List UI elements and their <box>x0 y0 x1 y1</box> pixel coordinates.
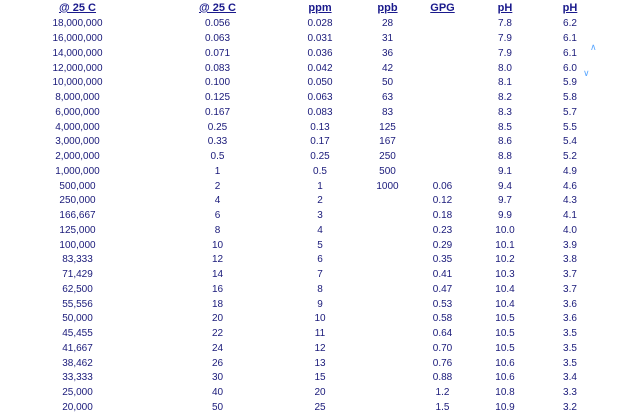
table-row <box>0 253 600 268</box>
cell-ohm-cm: 14,000,000 <box>52 47 103 59</box>
cell-ppb <box>360 268 415 283</box>
cell-gpg: 0.58 <box>432 313 453 325</box>
cell-microsiemens: 0.063 <box>204 33 231 45</box>
header-gpg: GPG <box>430 2 455 14</box>
table-row <box>0 268 600 283</box>
cell-gpg: 1.5 <box>435 401 450 412</box>
table-row <box>0 283 600 298</box>
cell-microsiemens: 20 <box>211 313 224 325</box>
cell-microsiemens: 40 <box>211 387 224 399</box>
cell-ph-alkaline: 10.8 <box>495 387 515 399</box>
header-ohm-cm: @ 25 C <box>58 2 97 14</box>
cell-ppm: 8 <box>317 283 323 295</box>
cell-ph-alkaline: 10.1 <box>495 239 515 251</box>
cell-gpg <box>415 165 470 180</box>
cell-gpg: 0.53 <box>432 298 453 310</box>
cell-gpg: 0.70 <box>432 342 453 354</box>
cell-ph-alkaline: 10.5 <box>495 313 515 325</box>
cell-microsiemens: 26 <box>211 357 224 369</box>
cell-ppb <box>360 401 415 412</box>
cell-ohm-cm: 41,667 <box>62 342 93 354</box>
cell-microsiemens: 30 <box>211 372 224 384</box>
cell-ppb: 31 <box>381 33 394 45</box>
cell-ph-alkaline: 10.9 <box>495 401 515 412</box>
cell-ppb <box>360 194 415 209</box>
cell-ppm: 3 <box>317 210 323 222</box>
conversion-table <box>0 2 600 412</box>
cell-microsiemens: 50 <box>211 401 224 412</box>
cell-ohm-cm: 83,333 <box>62 254 93 266</box>
cell-ph-acidic: 5.7 <box>563 106 577 118</box>
cell-ohm-cm: 55,556 <box>62 298 93 310</box>
cell-ohm-cm: 4,000,000 <box>55 121 100 133</box>
cell-ppm: 13 <box>314 357 326 369</box>
cell-ph-alkaline: 7.9 <box>498 47 512 59</box>
cell-ohm-cm: 33,333 <box>62 372 93 384</box>
cell-ppm: 15 <box>314 372 326 384</box>
cell-ppm: 0.050 <box>307 77 333 89</box>
cell-ohm-cm: 3,000,000 <box>55 136 100 148</box>
cell-ph-acidic: 4.6 <box>563 180 577 192</box>
cell-microsiemens: 0.071 <box>204 47 231 59</box>
cell-microsiemens: 6 <box>214 210 221 222</box>
cell-ph-acidic: 3.4 <box>563 372 577 384</box>
cell-ohm-cm: 38,462 <box>62 357 93 369</box>
table-row <box>0 371 600 386</box>
cell-ohm-cm: 2,000,000 <box>55 151 100 163</box>
table-row <box>0 209 600 224</box>
cell-ppm: 0.5 <box>313 165 327 177</box>
cell-ppm: 0.036 <box>307 47 333 59</box>
cell-ppb: 36 <box>381 47 394 59</box>
cell-ph-acidic: 3.5 <box>563 342 577 354</box>
cell-ppb: 167 <box>379 136 396 148</box>
cell-gpg: 0.12 <box>432 195 453 207</box>
cell-gpg <box>415 61 470 76</box>
cell-ohm-cm: 500,000 <box>59 180 96 192</box>
cell-ph-acidic: 4.3 <box>563 195 577 207</box>
cell-ohm-cm: 16,000,000 <box>52 33 103 45</box>
cell-gpg <box>415 91 470 106</box>
cell-ohm-cm: 8,000,000 <box>55 92 100 104</box>
cell-ppm: 20 <box>314 387 326 399</box>
cell-ph-acidic: 3.5 <box>563 328 577 340</box>
cell-microsiemens: 2 <box>214 180 221 192</box>
cell-ph-acidic: 5.5 <box>563 121 577 133</box>
cell-ph-acidic: 4.0 <box>563 224 577 236</box>
cell-ph-alkaline: 10.5 <box>495 342 515 354</box>
cell-ppb <box>360 283 415 298</box>
cell-ohm-cm: 250,000 <box>59 195 96 207</box>
cell-microsiemens: 0.125 <box>204 92 231 104</box>
cell-ppb: 28 <box>381 18 394 30</box>
header-microsiemens: @ 25 C <box>198 2 237 14</box>
cell-ph-alkaline: 10.4 <box>495 283 515 295</box>
cell-microsiemens: 10 <box>211 239 224 251</box>
cell-ph-alkaline: 8.2 <box>498 92 512 104</box>
cell-ohm-cm: 6,000,000 <box>55 106 100 118</box>
cell-ppm: 0.13 <box>310 121 330 133</box>
cell-ppm: 0.028 <box>307 18 333 30</box>
cell-ph-alkaline: 10.5 <box>495 328 515 340</box>
cell-ppb <box>360 327 415 342</box>
cell-ph-acidic: 5.9 <box>563 77 577 89</box>
cell-ohm-cm: 71,429 <box>62 269 93 281</box>
table-row <box>0 91 600 106</box>
cell-ppm: 9 <box>317 298 323 310</box>
header-ph-acidic: pH <box>562 2 578 14</box>
cell-ppm: 7 <box>317 269 323 281</box>
cell-microsiemens: 0.33 <box>207 136 228 148</box>
cell-microsiemens: 1 <box>214 165 221 177</box>
cell-gpg: 0.23 <box>432 224 453 236</box>
cell-ppb <box>360 297 415 312</box>
cell-ppm: 0.25 <box>310 151 330 163</box>
table-row <box>0 356 600 371</box>
cell-ppm: 6 <box>317 254 323 266</box>
cell-gpg <box>415 135 470 150</box>
cell-ppm: 0.042 <box>307 62 333 74</box>
cell-ph-alkaline: 7.9 <box>498 33 512 45</box>
cell-ppb: 500 <box>379 165 396 177</box>
cell-gpg <box>415 17 470 32</box>
cell-ppm: 12 <box>314 342 326 354</box>
cell-microsiemens: 16 <box>211 283 224 295</box>
cell-ppb: 125 <box>379 121 396 133</box>
table-row <box>0 165 600 180</box>
cell-microsiemens: 18 <box>211 298 224 310</box>
cell-microsiemens: 0.5 <box>210 151 225 163</box>
cell-ph-acidic: 3.3 <box>563 387 577 399</box>
cell-ph-alkaline: 9.4 <box>498 180 512 192</box>
table-row <box>0 17 600 32</box>
cell-gpg: 0.47 <box>432 283 453 295</box>
cell-gpg: 1.2 <box>435 387 450 399</box>
cell-ph-acidic: 3.7 <box>563 269 577 281</box>
cell-ph-acidic: 6.1 <box>563 47 577 59</box>
cell-ohm-cm: 50,000 <box>62 313 93 325</box>
cell-ph-acidic: 5.2 <box>563 151 577 163</box>
cell-ppb <box>360 356 415 371</box>
cell-ppb: 83 <box>381 106 394 118</box>
cell-ppb: 63 <box>381 92 394 104</box>
cell-ph-alkaline: 8.3 <box>498 106 512 118</box>
cell-ph-acidic: 3.6 <box>563 313 577 325</box>
cell-gpg: 0.29 <box>432 239 453 251</box>
cell-ohm-cm: 100,000 <box>59 239 96 251</box>
header-ppb: ppb <box>377 2 398 14</box>
cell-ph-acidic: 3.8 <box>563 254 577 266</box>
cell-ohm-cm: 25,000 <box>62 387 93 399</box>
cell-ppb <box>360 342 415 357</box>
cell-microsiemens: 0.25 <box>207 121 228 133</box>
cell-gpg: 0.41 <box>432 269 453 281</box>
cell-microsiemens: 14 <box>211 269 224 281</box>
table-row <box>0 47 600 62</box>
table-row <box>0 179 600 194</box>
cell-ppm: 0.063 <box>307 92 333 104</box>
cell-ph-alkaline: 8.1 <box>498 77 512 89</box>
header-ppm: ppm <box>308 2 332 14</box>
cell-ph-alkaline: 8.6 <box>498 136 512 148</box>
cell-ph-acidic: 3.7 <box>563 283 577 295</box>
cell-ph-alkaline: 9.1 <box>498 165 512 177</box>
cell-ppm: 5 <box>317 239 323 251</box>
cell-gpg: 0.88 <box>432 372 453 384</box>
cell-microsiemens: 24 <box>211 342 224 354</box>
cell-ph-acidic: 3.5 <box>563 357 577 369</box>
cell-ohm-cm: 20,000 <box>62 401 93 412</box>
table-row <box>0 386 600 401</box>
table-row <box>0 194 600 209</box>
table-row <box>0 238 600 253</box>
cell-microsiemens: 0.100 <box>204 77 231 89</box>
table-row <box>0 224 600 239</box>
cell-gpg <box>415 47 470 62</box>
cell-microsiemens: 8 <box>214 224 221 236</box>
header-ph-alkaline: pH <box>497 2 513 14</box>
cell-ppm: 0.17 <box>310 136 330 148</box>
cell-ph-alkaline: 10.2 <box>495 254 515 266</box>
table-row <box>0 401 600 412</box>
cell-gpg <box>415 32 470 47</box>
cell-microsiemens: 0.167 <box>204 106 231 118</box>
cell-ppm: 11 <box>314 328 326 340</box>
decorative-mark-icon: ∨ <box>583 68 590 78</box>
cell-ph-acidic: 6.2 <box>563 18 577 30</box>
cell-ppb: 50 <box>381 77 394 89</box>
table-body <box>0 17 600 412</box>
cell-microsiemens: 0.083 <box>204 62 231 74</box>
cell-ph-alkaline: 10.4 <box>495 298 515 310</box>
table-row <box>0 61 600 76</box>
cell-ph-alkaline: 8.0 <box>498 62 512 74</box>
cell-ph-acidic: 4.1 <box>563 210 577 222</box>
cell-ph-alkaline: 9.7 <box>498 195 512 207</box>
cell-ohm-cm: 18,000,000 <box>52 18 103 30</box>
cell-ph-alkaline: 10.6 <box>495 372 515 384</box>
cell-ohm-cm: 10,000,000 <box>52 77 103 89</box>
cell-ppm: 2 <box>317 195 323 207</box>
cell-ph-alkaline: 8.5 <box>498 121 512 133</box>
table-row <box>0 312 600 327</box>
cell-ohm-cm: 1,000,000 <box>55 165 100 177</box>
cell-gpg: 0.76 <box>432 357 453 369</box>
cell-gpg <box>415 76 470 91</box>
cell-ppb <box>360 253 415 268</box>
cell-ph-acidic: 3.2 <box>563 401 577 412</box>
cell-ohm-cm: 62,500 <box>62 283 93 295</box>
cell-microsiemens: 0.056 <box>204 18 231 30</box>
header-row <box>0 2 600 17</box>
cell-ph-alkaline: 8.8 <box>498 151 512 163</box>
table-row <box>0 32 600 47</box>
cell-ph-alkaline: 9.9 <box>498 210 512 222</box>
cell-ohm-cm: 45,455 <box>62 328 93 340</box>
table-row <box>0 76 600 91</box>
table-row <box>0 150 600 165</box>
cell-ppm: 4 <box>317 224 323 236</box>
cell-ppm: 25 <box>314 401 326 412</box>
cell-ph-alkaline: 7.8 <box>498 18 512 30</box>
cell-ohm-cm: 125,000 <box>59 224 96 236</box>
cell-microsiemens: 22 <box>211 328 224 340</box>
cell-ph-alkaline: 10.3 <box>495 269 515 281</box>
cell-gpg: 0.18 <box>432 210 453 222</box>
table-row <box>0 120 600 135</box>
cell-ppb <box>360 312 415 327</box>
cell-ppm: 10 <box>314 313 326 325</box>
cell-ph-acidic: 5.8 <box>563 92 577 104</box>
cell-ph-acidic: 3.9 <box>563 239 577 251</box>
cell-ppm: 1 <box>317 180 323 192</box>
cell-gpg <box>415 150 470 165</box>
cell-ph-acidic: 3.6 <box>563 298 577 310</box>
cell-ph-alkaline: 10.0 <box>495 224 515 236</box>
cell-ppb <box>360 371 415 386</box>
cell-gpg: 0.35 <box>432 254 453 266</box>
table-row <box>0 135 600 150</box>
cell-ppb <box>360 224 415 239</box>
cell-gpg <box>415 120 470 135</box>
table-row <box>0 342 600 357</box>
cell-ppm: 0.031 <box>307 33 333 45</box>
cell-ohm-cm: 166,667 <box>59 210 96 222</box>
cell-ppb <box>360 238 415 253</box>
cell-ph-acidic: 6.1 <box>563 33 577 45</box>
decorative-mark-icon: ∧ <box>590 42 597 52</box>
cell-microsiemens: 12 <box>211 254 224 266</box>
cell-gpg: 0.06 <box>432 180 453 192</box>
cell-ph-alkaline: 10.6 <box>495 357 515 369</box>
cell-ppb: 250 <box>379 151 396 163</box>
cell-ohm-cm: 12,000,000 <box>52 62 103 74</box>
cell-ph-acidic: 6.0 <box>563 62 577 74</box>
cell-gpg <box>415 106 470 121</box>
cell-ppb: 42 <box>381 62 394 74</box>
cell-ppm: 0.083 <box>307 106 333 118</box>
cell-ppb <box>360 386 415 401</box>
cell-ph-acidic: 4.9 <box>563 165 577 177</box>
table-row <box>0 106 600 121</box>
cell-gpg: 0.64 <box>432 328 453 340</box>
table-row <box>0 297 600 312</box>
cell-microsiemens: 4 <box>214 195 221 207</box>
table-row <box>0 327 600 342</box>
cell-ppb <box>360 209 415 224</box>
cell-ph-acidic: 5.4 <box>563 136 577 148</box>
cell-ppb: 1000 <box>376 180 399 192</box>
